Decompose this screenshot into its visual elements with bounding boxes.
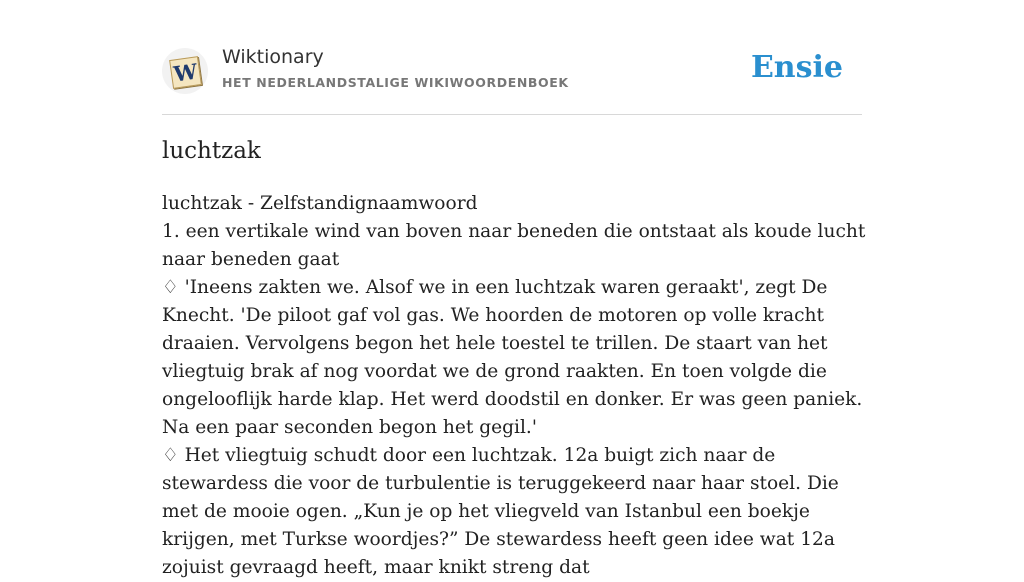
entry-card <box>162 0 866 578</box>
site-name[interactable]: Wiktionary <box>222 46 324 68</box>
site-subtitle: HET NEDERLANDSTALIGE WIKIWOORDENBOEK <box>222 75 569 90</box>
logo-letter: W <box>172 58 199 87</box>
site-header <box>162 40 862 115</box>
entry-content <box>162 190 866 582</box>
example-2: ♢ Het vliegtuig schudt door een luchtzak. 12a buigt zich naar de stewardess die voor de turbulentie is teruggekeerd naar haar stoel. Die met de mooie ogen. „Kun je op het vliegveld van Istanbul een boekje krijgen, met Turkse woordjes?” De stewardess heeft geen idee wat 12a zojuist gevraagd heeft, maar knikt streng dat <box>162 445 839 578</box>
page-title: luchtzak <box>162 138 261 164</box>
example-1: ♢ 'Ineens zakten we. Alsof we in een luchtzak waren geraakt', zegt De Knecht. 'De piloot gaf vol gas. We hoorden de motoren op volle kracht draaien. Vervolgens begon het hele toestel te trillen. De staart van het vliegtuig brak af nog voordat we de grond raakten. En toen volgde die ongelooflijk harde klap. Het werd doodstil en donker. Er was geen paniek. Na een paar seconden begon het gegil.' <box>162 277 863 438</box>
word-class-line: luchtzak - Zelfstandignaamwoord <box>162 193 478 214</box>
wiktionary-logo[interactable] <box>162 48 208 94</box>
ensie-brand-logo[interactable]: Ensie <box>750 50 843 85</box>
logo-tile-icon <box>169 56 202 89</box>
definition: 1. een vertikale wind van boven naar beneden die ontstaat als koude lucht naar beneden gaat <box>162 221 866 270</box>
